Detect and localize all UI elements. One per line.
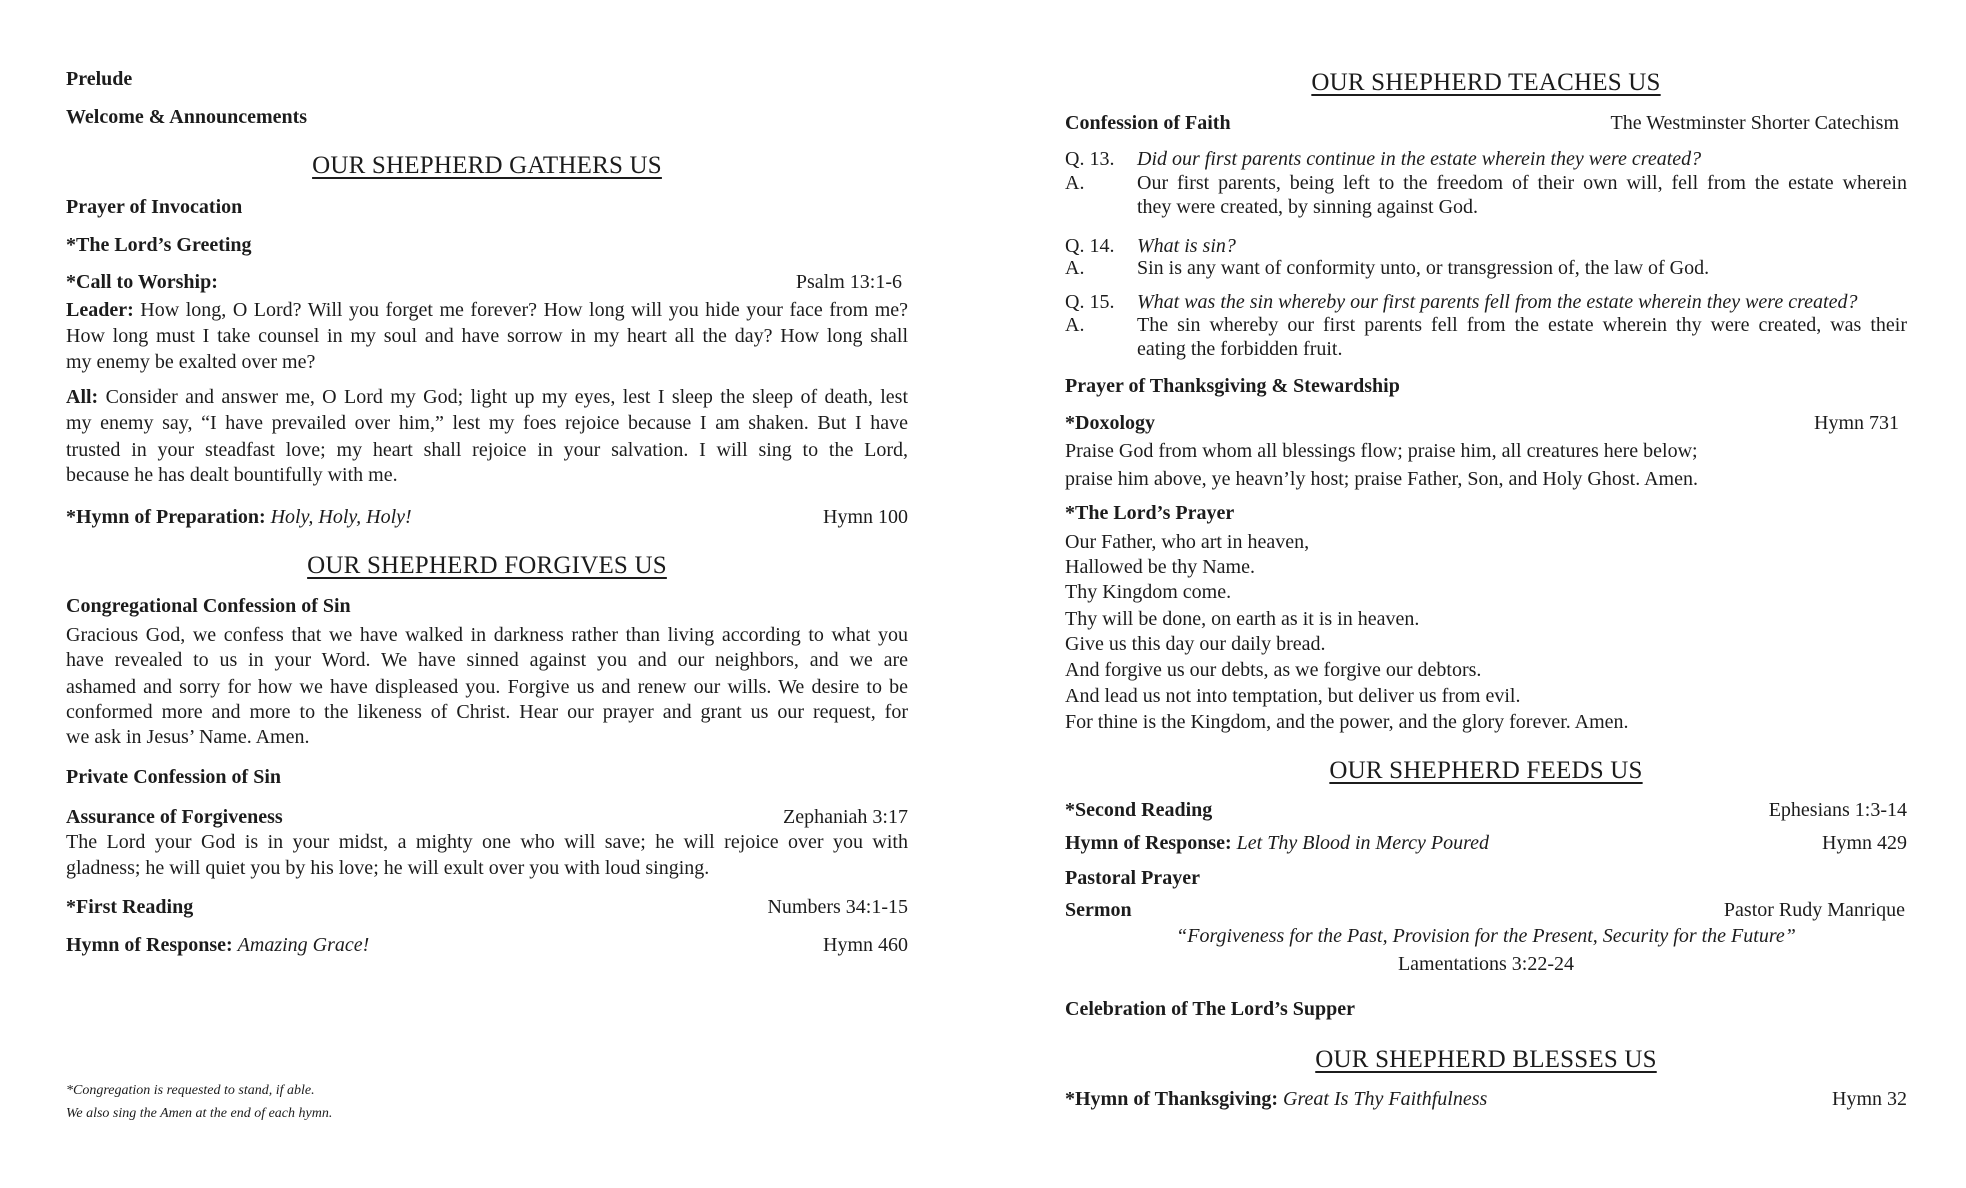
leader-label: Leader:: [66, 299, 134, 321]
assurance-ref: Zephaniah 3:17: [783, 806, 908, 828]
lords-prayer-line-1: Our Father, who art in heaven,: [1065, 531, 1310, 553]
lords-prayer-line-3: Thy Kingdom come.: [1065, 581, 1232, 603]
hymn-response-row-left: [66, 932, 908, 958]
hymn-response-ref: Hymn 429: [1822, 832, 1907, 854]
doxology-row: [1065, 410, 1907, 436]
q-label: Q. 14.: [1065, 235, 1115, 257]
confession-of-faith-ref: The Westminster Shorter Catechism: [1610, 112, 1899, 134]
section-heading-teaches: OUR SHEPHERD TEACHES US: [1311, 69, 1661, 96]
lords-prayer-line-8: For thine is the Kingdom, and the power, and the glory forever. Amen.: [1065, 711, 1629, 733]
hymn-response-label: Hymn of Response:: [66, 934, 238, 956]
second-reading-ref: Ephesians 1:3-14: [1768, 799, 1907, 821]
section-heading-forgives: OUR SHEPHERD FORGIVES US: [307, 552, 667, 579]
q-label: Q. 15.: [1065, 291, 1115, 313]
leader-line-2: How long must I take counsel in my soul and have sorrow in my heart all the day? How long shall: [66, 325, 908, 347]
sermon-label: Sermon: [1065, 899, 1132, 921]
catechism-a14: [1065, 255, 1907, 281]
hymn-response-title: Let Thy Blood in Mercy Poured: [1236, 832, 1490, 854]
q-text: Did our first parents continue in the estate wherein they were created?: [1137, 148, 1702, 170]
assurance-label: Assurance of Forgiveness: [66, 806, 283, 828]
congregational-confession-label: Congregational Confession of Sin: [66, 595, 351, 617]
catechism-a15-cont: [1065, 336, 1907, 362]
a-text: they were created, by sinning against God.: [1137, 196, 1479, 218]
footnote-amen: We also sing the Amen at the end of each hymn.: [66, 1106, 333, 1121]
catechism-a13: [1065, 170, 1907, 196]
a-text: Our first parents, being left to the freedom of their own will, fell from the estate wherein: [1137, 172, 1907, 194]
first-reading-label: *First Reading: [66, 896, 194, 918]
lords-prayer-label: *The Lord’s Prayer: [1065, 502, 1235, 524]
hymn-response-row-right: [1065, 830, 1907, 856]
sermon-row: [1065, 897, 1907, 923]
confession-line-3: ashamed and sorry for how we have displeased you. Forgive us and renew our wills. We desire to be: [66, 676, 908, 698]
a-text: Sin is any want of conformity unto, or transgression of, the law of God.: [1137, 257, 1710, 279]
hymn-preparation-row: [66, 504, 908, 530]
assurance-line-2: gladness; he will quiet you by his love; he will exult over you with loud singing.: [66, 857, 710, 879]
assurance-line-1: The Lord your God is in your midst, a mighty one who will save; he will rejoice over you with: [66, 831, 908, 853]
hymn-response-ref: Hymn 460: [823, 934, 908, 956]
welcome-announcements: Welcome & Announcements: [66, 106, 308, 128]
catechism-a13-cont: [1065, 194, 1907, 220]
all-line-4: because he has dealt bountifully with me.: [66, 464, 398, 486]
confession-line-2: have revealed to us in your Word. We have sinned against you and our neighbors, and we are: [66, 649, 908, 671]
section-heading-feeds: OUR SHEPHERD FEEDS US: [1329, 757, 1643, 784]
leader-text: How long, O Lord? Will you forget me forever? How long will you hide your face from me?: [133, 299, 908, 321]
all-line-2: my enemy say, “I have prevailed over him,” lest my foes rejoice because I am shaken. But I have: [66, 412, 908, 434]
a-label: A.: [1065, 314, 1085, 336]
hymn-response-label: Hymn of Response:: [1065, 832, 1237, 854]
doxology-label: *Doxology: [1065, 412, 1155, 434]
lords-prayer-line-2: Hallowed be thy Name.: [1065, 556, 1255, 578]
a-text: eating the forbidden fruit.: [1137, 338, 1343, 360]
all-line-3: trusted in your steadfast love; my heart shall rejoice in your salvation. I will sing to the Lord,: [66, 439, 908, 461]
doxology-line-1: Praise God from whom all blessings flow; praise him, all creatures here below;: [1065, 440, 1698, 462]
q-label: Q. 13.: [1065, 148, 1115, 170]
section-heading-blesses: OUR SHEPHERD BLESSES US: [1315, 1046, 1657, 1073]
prayer-thanksgiving-stewardship: Prayer of Thanksgiving & Stewardship: [1065, 375, 1400, 397]
hymn-preparation-title: Holy, Holy, Holy!: [270, 506, 412, 528]
lords-prayer-line-7: And lead us not into temptation, but deliver us from evil.: [1065, 685, 1521, 707]
call-to-worship-ref: Psalm 13:1-6: [795, 271, 902, 293]
hymn-thanksgiving-label: *Hymn of Thanksgiving:: [1065, 1088, 1284, 1110]
confession-line-4: conformed more and more to the likeness of Christ. Hear our prayer and grant us our request, for: [66, 701, 908, 723]
q-text: What is sin?: [1137, 235, 1236, 257]
sermon-title: “Forgiveness for the Past, Provision for the Present, Security for the Future”: [1176, 925, 1796, 947]
all-label: All:: [66, 386, 99, 408]
second-reading-row: [1065, 797, 1907, 823]
lords-prayer-line-5: Give us this day our daily bread.: [1065, 633, 1326, 655]
first-reading-ref: Numbers 34:1-15: [767, 896, 908, 918]
hymn-preparation-ref: Hymn 100: [823, 506, 908, 528]
lords-supper: Celebration of The Lord’s Supper: [1065, 998, 1356, 1020]
hymn-thanksgiving-row: [1065, 1086, 1907, 1112]
a-label: A.: [1065, 257, 1085, 279]
sermon-scripture: Lamentations 3:22-24: [1397, 953, 1575, 975]
confession-of-faith-row: [1065, 110, 1907, 136]
call-to-worship-label: *Call to Worship:: [66, 271, 218, 293]
call-to-worship-row: [66, 269, 908, 295]
leader-line-1: [66, 297, 908, 323]
a-text: The sin whereby our first parents fell from the estate wherein thy were created, was their: [1137, 314, 1907, 336]
confession-line-5: we ask in Jesus’ Name. Amen.: [66, 726, 310, 748]
lords-prayer-line-4: Thy will be done, on earth as it is in heaven.: [1065, 608, 1420, 630]
lords-greeting: *The Lord’s Greeting: [66, 234, 252, 256]
sermon-preacher: Pastor Rudy Manrique: [1723, 899, 1905, 921]
confession-of-faith-label: Confession of Faith: [1065, 112, 1231, 134]
confession-line-1: Gracious God, we confess that we have walked in darkness rather than living according to what you: [66, 624, 908, 646]
catechism-q13: [1065, 146, 1907, 172]
catechism-a15: [1065, 312, 1907, 338]
all-text: Consider and answer me, O Lord my God; light up my eyes, lest I sleep the sleep of death, lest: [98, 386, 908, 408]
footnote-stand: *Congregation is requested to stand, if able.: [66, 1083, 315, 1098]
doxology-line-2: praise him above, ye heavn’ly host; praise Father, Son, and Holy Ghost. Amen.: [1065, 468, 1698, 490]
private-confession: Private Confession of Sin: [66, 766, 281, 788]
all-line-1: [66, 384, 908, 410]
prayer-of-invocation: Prayer of Invocation: [66, 196, 243, 218]
hymn-thanksgiving-title: Great Is Thy Faithfulness: [1283, 1088, 1488, 1110]
lords-prayer-line-6: And forgive us our debts, as we forgive our debtors.: [1065, 659, 1482, 681]
assurance-row: [66, 804, 908, 830]
pastoral-prayer: Pastoral Prayer: [1065, 867, 1200, 889]
hymn-thanksgiving-ref: Hymn 32: [1832, 1088, 1907, 1110]
hymn-response-title: Amazing Grace!: [237, 934, 370, 956]
q-text: What was the sin whereby our first parents fell from the estate wherein they were created?: [1137, 291, 1858, 313]
second-reading-label: *Second Reading: [1065, 799, 1213, 821]
first-reading-row: [66, 894, 908, 920]
doxology-ref: Hymn 731: [1814, 412, 1899, 434]
a-label: A.: [1065, 172, 1085, 194]
leader-line-3: my enemy be exalted over me?: [66, 351, 316, 373]
hymn-preparation-label: *Hymn of Preparation:: [66, 506, 271, 528]
section-heading-gathers: OUR SHEPHERD GATHERS US: [312, 152, 662, 179]
prelude: Prelude: [66, 68, 133, 90]
